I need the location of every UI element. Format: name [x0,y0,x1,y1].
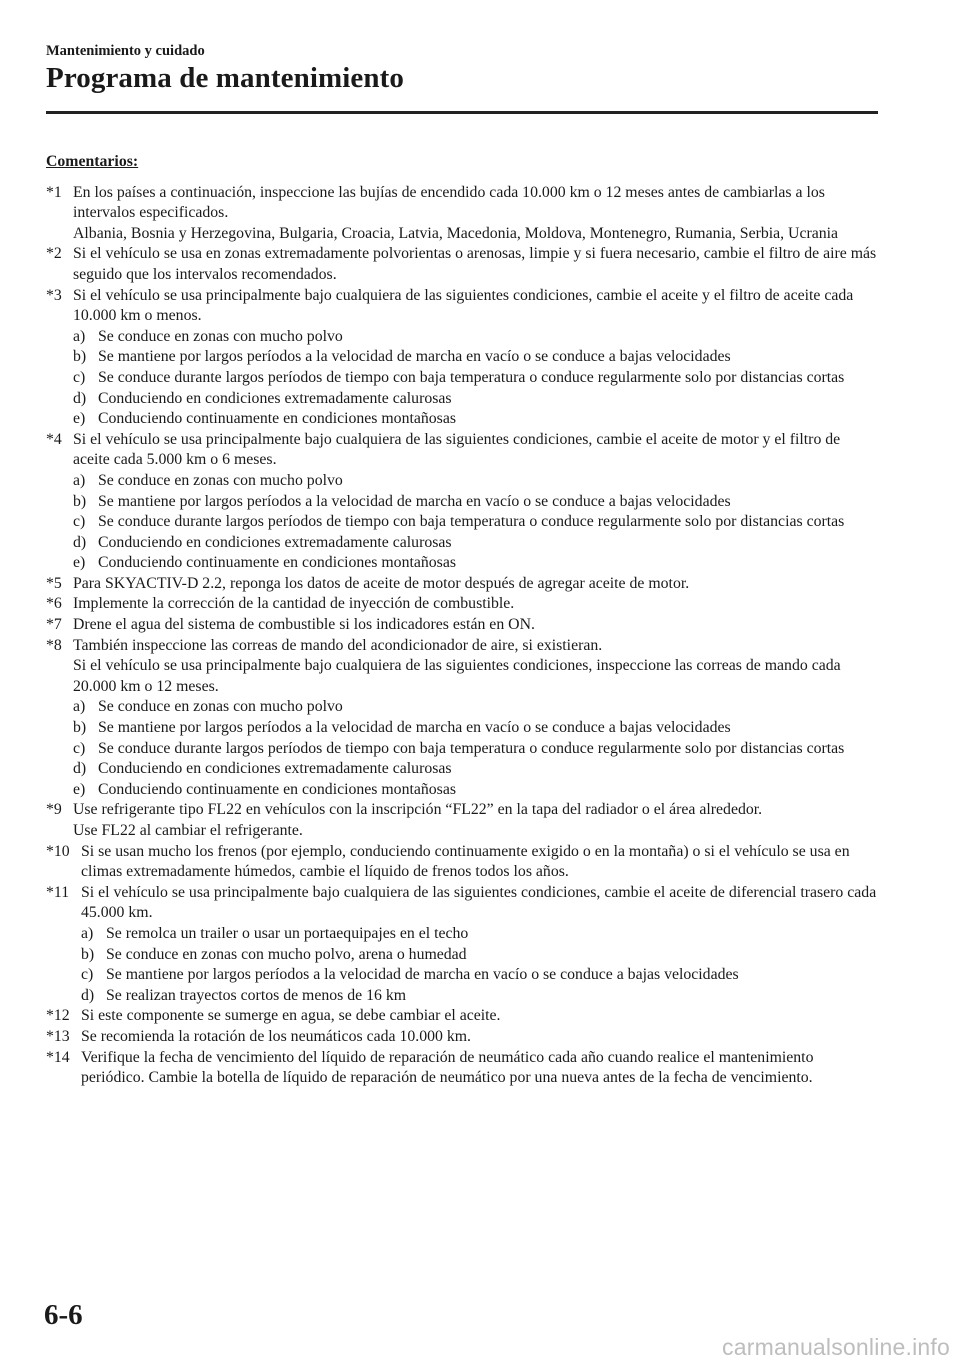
footnote-number: *6 [46,595,62,613]
footnote-text: Para SKYACTIV-D 2.2, reponga los datos de aceite de motor después de agregar aceite de motor. [73,574,690,592]
footnote-number: *9 [46,801,62,819]
condition-item [73,697,878,718]
condition-text: Conduciendo en condiciones extremadamente calurosas [98,760,452,778]
footnote [46,1048,878,1089]
comments-section [46,152,878,1089]
footnote-text: También inspeccione las correas de mando del acondicionador de aire, si existieran. [73,636,603,654]
condition-text: Se conduce en zonas con mucho polvo, arena o humedad [106,945,467,963]
notes-list [46,183,878,1089]
condition-text: Se mantiene por largos períodos a la velocidad de marcha en vacío o se conduce a bajas velocidades [98,492,731,510]
footnote [46,636,878,801]
footnote-number: *5 [46,574,62,592]
condition-letter: d) [73,760,87,778]
condition-item [73,512,878,533]
condition-text: Se conduce durante largos períodos de tiempo con baja temperatura o conduce regularmente solo por distancias cortas [98,368,845,386]
condition-letter: a) [73,471,86,489]
condition-item [81,986,878,1007]
footnote-text: Albania, Bosnia y Herzegovina, Bulgaria, Croacia, Latvia, Macedonia, Moldova, Montenegro, Rumania, Serbia, Ucrania [73,224,839,242]
condition-letter: a) [81,924,94,942]
condition-letter: c) [73,513,86,531]
condition-text: Conduciendo continuamente en condiciones montañosas [98,780,456,798]
condition-text: Se mantiene por largos períodos a la velocidad de marcha en vacío o se conduce a bajas velocidades [106,966,739,984]
condition-item [73,471,878,492]
footnote-body [81,883,878,1007]
condition-letter: b) [81,945,95,963]
footnote [46,574,878,595]
condition-letter: d) [73,533,87,551]
condition-item [73,759,878,780]
footnote-text: Use FL22 al cambiar el refrigerante. [73,822,303,839]
footnote [46,800,878,841]
footnote-body [73,244,878,285]
footnote-body [81,842,878,883]
condition-text: Se conduce en zonas con mucho polvo [98,471,343,489]
footnote-text: Si el vehículo se usa principalmente bajo cualquiera de las siguientes condiciones, cambie el aceite y el filtro de aceite cada 10.000 km o menos. [73,286,854,325]
footnote-text: Verifique la fecha de vencimiento del líquido de reparación de neumático cada año cuando realice el mantenimiento periódico. Cambie la botella de líquido de reparación de neumático por una nueva antes de la fecha de vencimiento. [81,1048,814,1087]
condition-letter: b) [73,719,87,737]
footnote-number: *4 [46,430,62,448]
footnote-text: Implemente la corrección de la cantidad de inyección de combustible. [73,595,515,613]
condition-item [73,718,878,739]
condition-item [73,739,878,760]
page-title: Programa de mantenimiento [46,62,404,94]
footnote-number: *3 [46,286,62,304]
footnote-body [73,430,878,574]
footnote-body [81,1027,878,1048]
footnote-text: Se recomienda la rotación de los neumáticos cada 10.000 km. [81,1027,471,1045]
condition-letter: d) [73,389,87,407]
condition-text: Se remolca un trailer o usar un portaequipajes en el techo [106,924,469,942]
condition-letter: e) [73,410,86,428]
footnote-text: Si se usan mucho los frenos (por ejemplo, conduciendo continuamente exigido o en la montaña) o si el vehículo se usa en climas extremadamente húmedos, cambie el líquido de frenos todos los años. [81,842,850,881]
condition-letter: b) [73,492,87,510]
footnote-text: Si el vehículo se usa en zonas extremadamente polvorientas o arenosas, limpie y si fuera necesario, cambie el filtro de aire más seguido que los intervalos recomendados. [73,245,877,283]
footnote [46,430,878,574]
condition-item [73,780,878,801]
condition-letter: c) [81,966,94,984]
footnote [46,244,878,285]
condition-letter: c) [73,739,86,757]
header-rule [46,111,878,114]
footnote [46,1006,878,1027]
condition-text: Se conduce en zonas con mucho polvo [98,327,343,345]
footnote-text: Si este componente se sumerge en agua, se debe cambiar el aceite. [81,1007,501,1025]
footnote [46,1027,878,1048]
footnote-number: *1 [46,183,62,201]
page-number: 6-6 [44,1299,83,1331]
footnote-number: *2 [46,245,62,263]
footnote-number: *7 [46,616,62,634]
condition-item [73,409,878,430]
condition-text: Se conduce durante largos períodos de tiempo con baja temperatura o conduce regularmente solo por distancias cortas [98,513,845,531]
footnote-text: Si el vehículo se usa principalmente bajo cualquiera de las siguientes condiciones, cambie el aceite de diferencial trasero cada 45.000 km. [81,883,877,922]
footnote-body [81,1006,878,1027]
condition-letter: b) [73,348,87,366]
footnote-number: *12 [46,1007,70,1025]
condition-item [73,347,878,368]
condition-item [73,492,878,513]
footnote-number: *10 [46,842,70,860]
condition-text: Se conduce en zonas con mucho polvo [98,698,343,716]
footnote-number: *14 [46,1048,70,1066]
footnote-body [73,594,878,615]
footnote [46,286,878,430]
condition-text: Se mantiene por largos períodos a la velocidad de marcha en vacío o se conduce a bajas velocidades [98,719,731,737]
condition-letter: e) [73,780,86,798]
condition-letter: d) [81,986,95,1004]
condition-text: Conduciendo continuamente en condiciones montañosas [98,410,456,428]
footnote-text: En los países a continuación, inspeccione las bujías de encendido cada 10.000 km o 12 meses antes de cambiarlas a los intervalos especificados. [73,183,825,222]
condition-item [73,389,878,410]
condition-item [73,533,878,554]
footnote [46,183,878,245]
condition-item [73,327,878,348]
condition-text: Se realizan trayectos cortos de menos de 16 km [106,986,407,1004]
footnote [46,842,878,883]
condition-item [73,553,878,574]
condition-text: Se conduce durante largos períodos de tiempo con baja temperatura o conduce regularmente solo por distancias cortas [98,739,845,757]
footnote-body [73,183,878,245]
condition-item [73,368,878,389]
footnote [46,883,878,1007]
condition-text: Conduciendo en condiciones extremadamente calurosas [98,389,452,407]
section-label: Mantenimiento y cuidado [46,43,205,59]
footnote-text: Si el vehículo se usa principalmente bajo cualquiera de las siguientes condiciones, cambie el aceite de motor y el filtro de aceite cada 5.000 km o 6 meses. [73,430,841,469]
footnote-body [73,286,878,430]
condition-text: Conduciendo en condiciones extremadamente calurosas [98,533,452,551]
condition-item [81,965,878,986]
footnote-text: Use refrigerante tipo FL22 en vehículos con la inscripción “FL22” en la tapa del radiador o el área alrededor. [73,801,763,819]
footnote-number: *8 [46,636,62,654]
condition-text: Conduciendo continuamente en condiciones montañosas [98,554,456,572]
condition-letter: e) [73,554,86,572]
footnote-body [73,636,878,801]
footnote [46,615,878,636]
page-header [46,42,878,95]
footnote-body [81,1048,878,1089]
condition-letter: c) [73,368,86,386]
footnote [46,594,878,615]
condition-text: Se mantiene por largos períodos a la velocidad de marcha en vacío o se conduce a bajas velocidades [98,348,731,366]
footnote-number: *13 [46,1027,70,1045]
comments-heading: Comentarios: [46,153,139,170]
footnote-body [73,615,878,636]
condition-item [81,945,878,966]
condition-item [81,924,878,945]
footnote-text: Drene el agua del sistema de combustible si los indicadores están en ON. [73,616,535,634]
footnote-text: Si el vehículo se usa principalmente bajo cualquiera de las siguientes condiciones, inspeccione las correas de mando cada 20.000 km o 12 meses. [73,657,841,695]
footnote-body [73,574,878,595]
condition-letter: a) [73,698,86,716]
footnote-body [73,800,878,841]
footnote-number: *11 [46,883,70,901]
watermark[interactable]: carmanualsonline.info [722,1334,950,1360]
condition-letter: a) [73,327,86,345]
